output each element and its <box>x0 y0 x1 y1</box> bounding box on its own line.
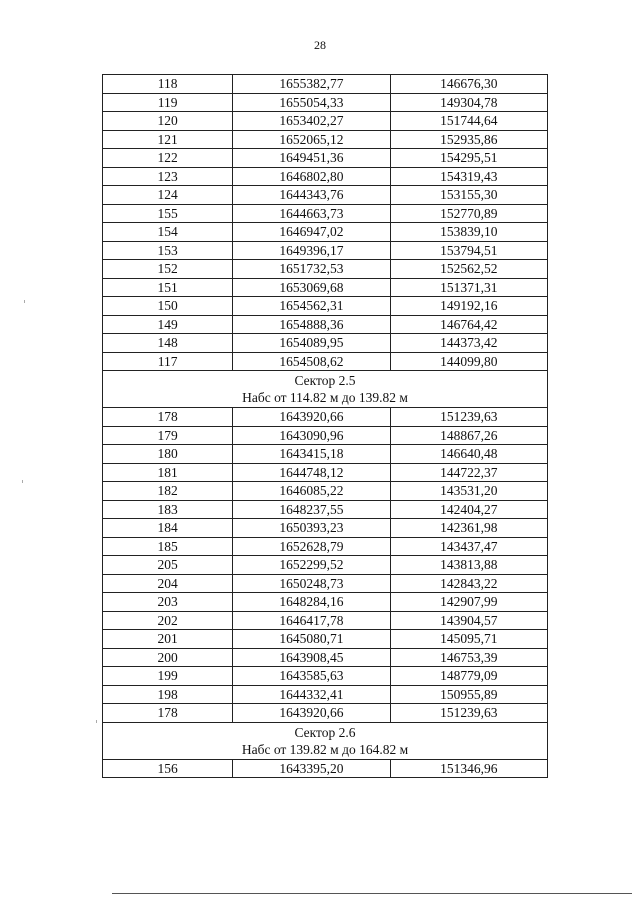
y-coordinate-cell: 151239,63 <box>390 704 547 723</box>
y-coordinate-cell: 151744,64 <box>390 112 547 131</box>
y-coordinate-cell: 144373,42 <box>390 334 547 353</box>
table-row <box>103 685 548 704</box>
table-row <box>103 519 548 538</box>
x-coordinate-cell: 1653402,27 <box>233 112 390 131</box>
y-coordinate-cell: 150955,89 <box>390 685 547 704</box>
table-row <box>103 352 548 371</box>
x-coordinate-cell: 1643415,18 <box>233 445 390 464</box>
table-row <box>103 241 548 260</box>
x-coordinate-cell: 1644663,73 <box>233 204 390 223</box>
y-coordinate-cell: 142404,27 <box>390 500 547 519</box>
sector-header-row <box>103 371 548 408</box>
y-coordinate-cell: 148779,09 <box>390 667 547 686</box>
x-coordinate-cell: 1652628,79 <box>233 537 390 556</box>
y-coordinate-cell: 143813,88 <box>390 556 547 575</box>
scan-speck <box>22 480 23 483</box>
x-coordinate-cell: 1643395,20 <box>233 759 390 778</box>
coordinates-table-body <box>103 75 548 778</box>
y-coordinate-cell: 152770,89 <box>390 204 547 223</box>
x-coordinate-cell: 1655382,77 <box>233 75 390 94</box>
x-coordinate-cell: 1655054,33 <box>233 93 390 112</box>
point-number-cell: 205 <box>103 556 233 575</box>
point-number-cell: 156 <box>103 759 233 778</box>
point-number-cell: 201 <box>103 630 233 649</box>
table-row <box>103 149 548 168</box>
coordinates-table <box>102 74 548 778</box>
x-coordinate-cell: 1650393,23 <box>233 519 390 538</box>
point-number-cell: 123 <box>103 167 233 186</box>
point-number-cell: 204 <box>103 574 233 593</box>
table-row <box>103 574 548 593</box>
table-row <box>103 426 548 445</box>
y-coordinate-cell: 153839,10 <box>390 223 547 242</box>
point-number-cell: 120 <box>103 112 233 131</box>
point-number-cell: 122 <box>103 149 233 168</box>
sector-height-range: Набс от 114.82 м до 139.82 м <box>242 390 408 405</box>
table-row <box>103 593 548 612</box>
x-coordinate-cell: 1654562,31 <box>233 297 390 316</box>
table-row <box>103 223 548 242</box>
point-number-cell: 151 <box>103 278 233 297</box>
y-coordinate-cell: 146676,30 <box>390 75 547 94</box>
table-row <box>103 408 548 427</box>
table-row <box>103 315 548 334</box>
point-number-cell: 203 <box>103 593 233 612</box>
x-coordinate-cell: 1644748,12 <box>233 463 390 482</box>
y-coordinate-cell: 152562,52 <box>390 260 547 279</box>
x-coordinate-cell: 1644343,76 <box>233 186 390 205</box>
table-row <box>103 75 548 94</box>
table-row <box>103 186 548 205</box>
y-coordinate-cell: 144099,80 <box>390 352 547 371</box>
sector-title: Сектор 2.6 <box>294 724 356 740</box>
x-coordinate-cell: 1654888,36 <box>233 315 390 334</box>
table-row <box>103 334 548 353</box>
x-coordinate-cell: 1653069,68 <box>233 278 390 297</box>
y-coordinate-cell: 143437,47 <box>390 537 547 556</box>
y-coordinate-cell: 153155,30 <box>390 186 547 205</box>
x-coordinate-cell: 1654089,95 <box>233 334 390 353</box>
y-coordinate-cell: 153794,51 <box>390 241 547 260</box>
x-coordinate-cell: 1652299,52 <box>233 556 390 575</box>
y-coordinate-cell: 145095,71 <box>390 630 547 649</box>
y-coordinate-cell: 151371,31 <box>390 278 547 297</box>
table-row <box>103 500 548 519</box>
point-number-cell: 178 <box>103 408 233 427</box>
table-row <box>103 648 548 667</box>
y-coordinate-cell: 152935,86 <box>390 130 547 149</box>
table-row <box>103 537 548 556</box>
point-number-cell: 182 <box>103 482 233 501</box>
x-coordinate-cell: 1644332,41 <box>233 685 390 704</box>
y-coordinate-cell: 146753,39 <box>390 648 547 667</box>
x-coordinate-cell: 1643585,63 <box>233 667 390 686</box>
x-coordinate-cell: 1646085,22 <box>233 482 390 501</box>
x-coordinate-cell: 1652065,12 <box>233 130 390 149</box>
y-coordinate-cell: 149192,16 <box>390 297 547 316</box>
point-number-cell: 178 <box>103 704 233 723</box>
y-coordinate-cell: 142361,98 <box>390 519 547 538</box>
table-row <box>103 204 548 223</box>
point-number-cell: 184 <box>103 519 233 538</box>
point-number-cell: 152 <box>103 260 233 279</box>
table-row <box>103 556 548 575</box>
point-number-cell: 181 <box>103 463 233 482</box>
x-coordinate-cell: 1646802,80 <box>233 167 390 186</box>
table-row <box>103 445 548 464</box>
y-coordinate-cell: 154295,51 <box>390 149 547 168</box>
y-coordinate-cell: 149304,78 <box>390 93 547 112</box>
sector-height-range: Набс от 139.82 м до 164.82 м <box>241 741 409 757</box>
x-coordinate-cell: 1648284,16 <box>233 593 390 612</box>
x-coordinate-cell: 1646947,02 <box>233 223 390 242</box>
x-coordinate-cell: 1643920,66 <box>233 408 390 427</box>
point-number-cell: 148 <box>103 334 233 353</box>
table-row <box>103 260 548 279</box>
x-coordinate-cell: 1645080,71 <box>233 630 390 649</box>
y-coordinate-cell: 146640,48 <box>390 445 547 464</box>
table-row <box>103 297 548 316</box>
x-coordinate-cell: 1646417,78 <box>233 611 390 630</box>
x-coordinate-cell: 1649451,36 <box>233 149 390 168</box>
y-coordinate-cell: 154319,43 <box>390 167 547 186</box>
point-number-cell: 153 <box>103 241 233 260</box>
point-number-cell: 180 <box>103 445 233 464</box>
y-coordinate-cell: 146764,42 <box>390 315 547 334</box>
table-row <box>103 759 548 778</box>
y-coordinate-cell: 144722,37 <box>390 463 547 482</box>
point-number-cell: 155 <box>103 204 233 223</box>
table-row <box>103 482 548 501</box>
table-row <box>103 278 548 297</box>
y-coordinate-cell: 148867,26 <box>390 426 547 445</box>
point-number-cell: 149 <box>103 315 233 334</box>
x-coordinate-cell: 1649396,17 <box>233 241 390 260</box>
table-row <box>103 130 548 149</box>
scan-speck <box>96 720 97 723</box>
sector-title: Сектор 2.5 <box>294 373 356 388</box>
point-number-cell: 121 <box>103 130 233 149</box>
table-row <box>103 112 548 131</box>
point-number-cell: 117 <box>103 352 233 371</box>
x-coordinate-cell: 1643908,45 <box>233 648 390 667</box>
y-coordinate-cell: 142843,22 <box>390 574 547 593</box>
y-coordinate-cell: 151239,63 <box>390 408 547 427</box>
point-number-cell: 202 <box>103 611 233 630</box>
sector-header-cell <box>103 722 548 759</box>
sector-header-cell <box>103 371 548 408</box>
point-number-cell: 185 <box>103 537 233 556</box>
table-row <box>103 167 548 186</box>
table-row <box>103 463 548 482</box>
table-row <box>103 667 548 686</box>
y-coordinate-cell: 151346,96 <box>390 759 547 778</box>
x-coordinate-cell: 1654508,62 <box>233 352 390 371</box>
scan-speck <box>24 300 25 303</box>
table-row <box>103 611 548 630</box>
x-coordinate-cell: 1648237,55 <box>233 500 390 519</box>
point-number-cell: 150 <box>103 297 233 316</box>
scan-edge-line <box>112 893 632 894</box>
x-coordinate-cell: 1643920,66 <box>233 704 390 723</box>
x-coordinate-cell: 1650248,73 <box>233 574 390 593</box>
y-coordinate-cell: 143531,20 <box>390 482 547 501</box>
point-number-cell: 183 <box>103 500 233 519</box>
y-coordinate-cell: 143904,57 <box>390 611 547 630</box>
point-number-cell: 179 <box>103 426 233 445</box>
y-coordinate-cell: 142907,99 <box>390 593 547 612</box>
point-number-cell: 154 <box>103 223 233 242</box>
x-coordinate-cell: 1651732,53 <box>233 260 390 279</box>
point-number-cell: 199 <box>103 667 233 686</box>
sector-header-row <box>103 722 548 759</box>
table-row <box>103 93 548 112</box>
point-number-cell: 198 <box>103 685 233 704</box>
page-number: 28 <box>314 38 326 52</box>
point-number-cell: 200 <box>103 648 233 667</box>
point-number-cell: 124 <box>103 186 233 205</box>
point-number-cell: 118 <box>103 75 233 94</box>
x-coordinate-cell: 1643090,96 <box>233 426 390 445</box>
table-row <box>103 630 548 649</box>
point-number-cell: 119 <box>103 93 233 112</box>
table-row <box>103 704 548 723</box>
